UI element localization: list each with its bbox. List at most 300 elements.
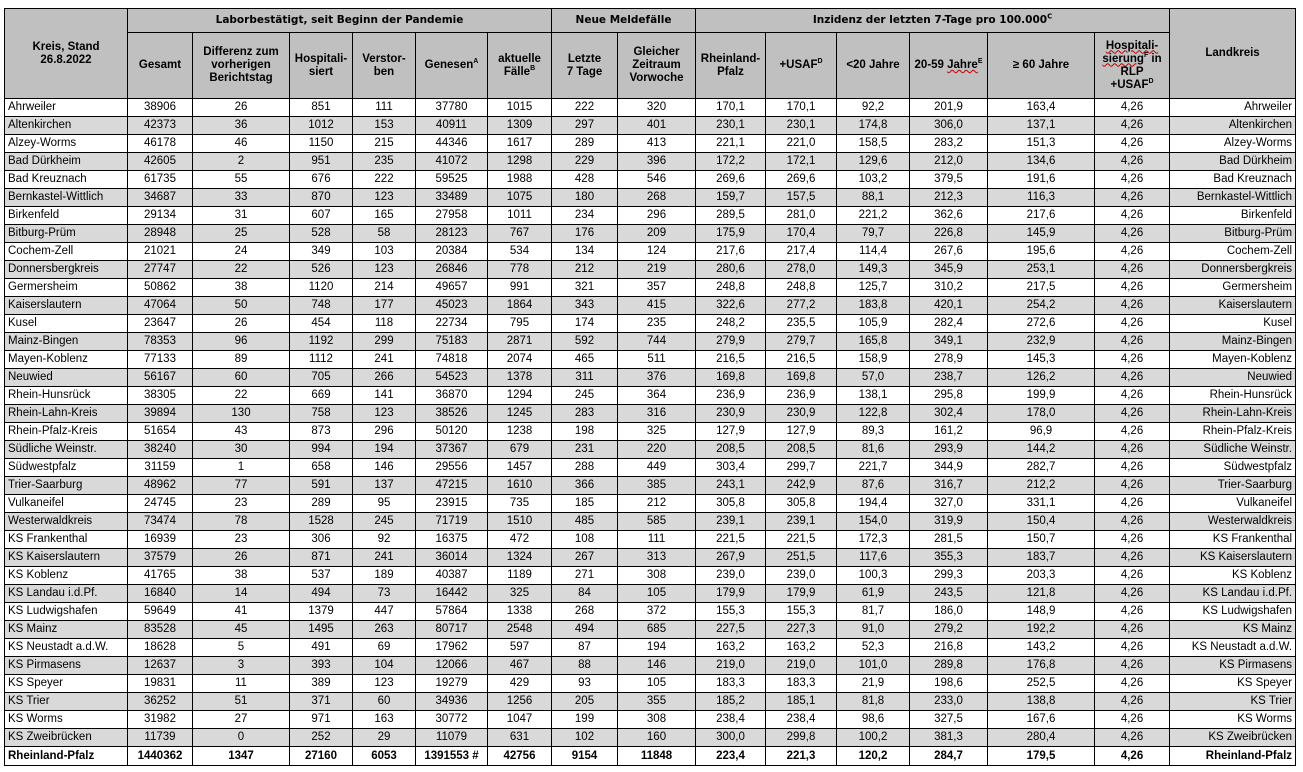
cell-inzidenz-rlp: 248,2 <box>696 315 766 333</box>
table-body <box>5 99 1296 766</box>
cell-hospitalisierung: 4,26 <box>1095 603 1170 621</box>
cell-inzidenz-unter-20: 79,7 <box>837 225 910 243</box>
cell-inzidenz-20-59: 186,0 <box>910 603 988 621</box>
cell-hospitalisierung: 4,26 <box>1095 207 1170 225</box>
cell-inzidenz-unter-20: 101,0 <box>837 657 910 675</box>
cell-kreis: Bernkastel-Wittlich <box>5 189 128 207</box>
cell-landkreis: Trier-Saarburg <box>1170 477 1296 495</box>
cell-inzidenz-unter-20: 158,5 <box>837 135 910 153</box>
cell-aktuelle-faelle: 1309 <box>488 117 552 135</box>
cell-gleicher-zeitraum: 111 <box>618 531 696 549</box>
table-row <box>5 333 1296 351</box>
cell-inzidenz-rlp: 221,1 <box>696 135 766 153</box>
cell-gleicher-zeitraum: 685 <box>618 621 696 639</box>
cell-aktuelle-faelle: 679 <box>488 441 552 459</box>
cell-aktuelle-faelle: 429 <box>488 675 552 693</box>
cell-kreis: Mainz-Bingen <box>5 333 128 351</box>
col-hospitalisierung: Hospitali- sierung$^F$ in RLP $+USAF^D$ <box>1095 33 1170 99</box>
cell-gesamt: 12637 <box>128 657 193 675</box>
cell-aktuelle-faelle: 534 <box>488 243 552 261</box>
cell-inzidenz-unter-20: 81,7 <box>837 603 910 621</box>
cell-kreis: Alzey-Worms <box>5 135 128 153</box>
cell-gleicher-zeitraum: 401 <box>618 117 696 135</box>
cell-inzidenz-rlp: 303,4 <box>696 459 766 477</box>
col-usaf: $+USAF^D$ <box>766 33 837 99</box>
cell-landkreis: Bernkastel-Wittlich <box>1170 189 1296 207</box>
cell-inzidenz-unter-20: 21,9 <box>837 675 910 693</box>
col-gleicher-zeitraum: Gleicher Zeitraum Vorwoche <box>618 33 696 99</box>
cell-letzte-7-tage: 245 <box>552 387 618 405</box>
cell-landkreis: KS Worms <box>1170 711 1296 729</box>
column-header-row <box>5 33 1296 99</box>
cell-verstorben: 222 <box>353 171 416 189</box>
cell-inzidenz-ab-60: 272,6 <box>988 315 1095 333</box>
cell-gesamt: 41765 <box>128 567 193 585</box>
cell-inzidenz-ab-60: 116,3 <box>988 189 1095 207</box>
cell-genesen: 47215 <box>416 477 488 495</box>
table-row <box>5 207 1296 225</box>
cell-genesen: 49657 <box>416 279 488 297</box>
cell-landkreis: KS Pirmasens <box>1170 657 1296 675</box>
cell-differenz: 26 <box>193 549 290 567</box>
cell-inzidenz-rlp: 172,2 <box>696 153 766 171</box>
cell-inzidenz-unter-20: 81,6 <box>837 441 910 459</box>
cell-letzte-7-tage: 366 <box>552 477 618 495</box>
cell-gesamt: 28948 <box>128 225 193 243</box>
cell-differenz: 24 <box>193 243 290 261</box>
cell-inzidenz-rlp: 239,0 <box>696 567 766 585</box>
cell-aktuelle-faelle: 1238 <box>488 423 552 441</box>
cell-aktuelle-faelle: 1011 <box>488 207 552 225</box>
cell-verstorben: 214 <box>353 279 416 297</box>
table-row <box>5 459 1296 477</box>
footnote-d: D <box>817 58 823 66</box>
cell-differenz: 26 <box>193 315 290 333</box>
cell-gleicher-zeitraum: 355 <box>618 693 696 711</box>
cell-inzidenz-usaf: 279,7 <box>766 333 837 351</box>
cell-inzidenz-ab-60: 150,7 <box>988 531 1095 549</box>
cell-letzte-7-tage: 87 <box>552 639 618 657</box>
cell-genesen: 19279 <box>416 675 488 693</box>
cell-hospitalisiert: 252 <box>290 729 353 747</box>
cell-inzidenz-20-59: 278,9 <box>910 351 988 369</box>
cell-verstorben: 241 <box>353 549 416 567</box>
cell-gleicher-zeitraum: 546 <box>618 171 696 189</box>
cell-inzidenz-rlp: 289,5 <box>696 207 766 225</box>
cell-letzte-7-tage: 108 <box>552 531 618 549</box>
cell-inzidenz-rlp: 239,1 <box>696 513 766 531</box>
cell-inzidenz-usaf: 238,4 <box>766 711 837 729</box>
cell-letzte-7-tage: 288 <box>552 459 618 477</box>
cell-genesen: 23915 <box>416 495 488 513</box>
cell-letzte-7-tage: 199 <box>552 711 618 729</box>
cell-inzidenz-unter-20: 165,8 <box>837 333 910 351</box>
cell-inzidenz-20-59: 306,0 <box>910 117 988 135</box>
cell-inzidenz-20-59: 293,9 <box>910 441 988 459</box>
cell-landkreis: KS Ludwigshafen <box>1170 603 1296 621</box>
cell-verstorben: 103 <box>353 243 416 261</box>
cell-hospitalisiert: 491 <box>290 639 353 657</box>
cell-landkreis: Westerwaldkreis <box>1170 513 1296 531</box>
cell-gleicher-zeitraum: 105 <box>618 585 696 603</box>
cell-kreis: Cochem-Zell <box>5 243 128 261</box>
cell-letzte-7-tage: 222 <box>552 99 618 117</box>
cell-gesamt: 48962 <box>128 477 193 495</box>
cell-inzidenz-ab-60: 254,2 <box>988 297 1095 315</box>
cell-inzidenz-ab-60: 212,2 <box>988 477 1095 495</box>
cell-inzidenz-ab-60: 151,3 <box>988 135 1095 153</box>
cell-differenz: 36 <box>193 117 290 135</box>
cell-landkreis: Mainz-Bingen <box>1170 333 1296 351</box>
cell-inzidenz-unter-20: 89,3 <box>837 423 910 441</box>
cell-hospitalisiert: 494 <box>290 585 353 603</box>
cell-gleicher-zeitraum: 320 <box>618 99 696 117</box>
cell-aktuelle-faelle: 597 <box>488 639 552 657</box>
cell-kreis: KS Frankenthal <box>5 531 128 549</box>
cell-landkreis: KS Frankenthal <box>1170 531 1296 549</box>
cell-verstorben: 146 <box>353 459 416 477</box>
cell-gesamt: 31982 <box>128 711 193 729</box>
cell-letzte-7-tage: 205 <box>552 693 618 711</box>
cell-inzidenz-20-59: 295,8 <box>910 387 988 405</box>
cell-inzidenz-unter-20: 125,7 <box>837 279 910 297</box>
cell-letzte-7-tage: 485 <box>552 513 618 531</box>
cell-verstorben: 58 <box>353 225 416 243</box>
cell-landkreis: Bitburg-Prüm <box>1170 225 1296 243</box>
cell-inzidenz-rlp: 280,6 <box>696 261 766 279</box>
cell-gleicher-zeitraum: 268 <box>618 189 696 207</box>
cell-genesen: 80717 <box>416 621 488 639</box>
cell-letzte-7-tage: 134 <box>552 243 618 261</box>
cell-hospitalisierung: 4,26 <box>1095 333 1170 351</box>
cell-hospitalisiert: 528 <box>290 225 353 243</box>
cell-gleicher-zeitraum: 364 <box>618 387 696 405</box>
cell-genesen: 26846 <box>416 261 488 279</box>
table-row <box>5 135 1296 153</box>
cell-gesamt: 38906 <box>128 99 193 117</box>
cell-genesen: 29556 <box>416 459 488 477</box>
cell-gesamt: 51654 <box>128 423 193 441</box>
cell-hospitalisiert: 705 <box>290 369 353 387</box>
cell-genesen: 34936 <box>416 693 488 711</box>
cell-inzidenz-usaf: 221,5 <box>766 531 837 549</box>
cell-hospitalisierung: 4,26 <box>1095 261 1170 279</box>
cell-hospitalisierung: 4,26 <box>1095 729 1170 747</box>
cell-gesamt: 38240 <box>128 441 193 459</box>
cell-differenz: 77 <box>193 477 290 495</box>
group-header-neue: Neue Meldefälle <box>552 9 696 33</box>
cell-gleicher-zeitraum: 160 <box>618 729 696 747</box>
kreis-header-line1: Kreis, Stand <box>32 40 100 53</box>
cell-hospitalisierung: 4,26 <box>1095 459 1170 477</box>
cell-inzidenz-ab-60: 183,7 <box>988 549 1095 567</box>
cell-genesen: 37780 <box>416 99 488 117</box>
cell-genesen: 41072 <box>416 153 488 171</box>
cell-inzidenz-ab-60: 192,2 <box>988 621 1095 639</box>
cell-differenz: 23 <box>193 495 290 513</box>
cell-inzidenz-rlp: 322,6 <box>696 297 766 315</box>
cell-verstorben: 123 <box>353 189 416 207</box>
cell-inzidenz-ab-60: 179,5 <box>988 747 1095 766</box>
cell-inzidenz-rlp: 185,2 <box>696 693 766 711</box>
cell-hospitalisierung: 4,26 <box>1095 189 1170 207</box>
cell-verstorben: 118 <box>353 315 416 333</box>
cell-kreis: Westerwaldkreis <box>5 513 128 531</box>
cell-gesamt: 78353 <box>128 333 193 351</box>
cell-differenz: 130 <box>193 405 290 423</box>
group-header-row <box>5 9 1296 33</box>
cell-verstorben: 266 <box>353 369 416 387</box>
cell-inzidenz-20-59: 420,1 <box>910 297 988 315</box>
cell-inzidenz-20-59: 362,6 <box>910 207 988 225</box>
cell-hospitalisiert: 526 <box>290 261 353 279</box>
cell-verstorben: 137 <box>353 477 416 495</box>
cell-gesamt: 42373 <box>128 117 193 135</box>
cell-inzidenz-unter-20: 138,1 <box>837 387 910 405</box>
table-row <box>5 297 1296 315</box>
cell-kreis: KS Trier <box>5 693 128 711</box>
cell-hospitalisiert: 537 <box>290 567 353 585</box>
cell-landkreis: KS Neustadt a.d.W. <box>1170 639 1296 657</box>
cell-gesamt: 46178 <box>128 135 193 153</box>
cell-hospitalisiert: 349 <box>290 243 353 261</box>
col-20-59: 20-59 Jahre$^E$ <box>910 33 988 99</box>
cell-inzidenz-rlp: 170,1 <box>696 99 766 117</box>
cell-inzidenz-unter-20: 158,9 <box>837 351 910 369</box>
cell-verstorben: 194 <box>353 441 416 459</box>
table-row <box>5 171 1296 189</box>
cell-gesamt: 16939 <box>128 531 193 549</box>
cell-inzidenz-usaf: 277,2 <box>766 297 837 315</box>
cell-landkreis: Rhein-Pfalz-Kreis <box>1170 423 1296 441</box>
cell-inzidenz-usaf: 127,9 <box>766 423 837 441</box>
table-row <box>5 495 1296 513</box>
cell-genesen: 54523 <box>416 369 488 387</box>
cell-inzidenz-ab-60: 163,4 <box>988 99 1095 117</box>
cell-gesamt: 56167 <box>128 369 193 387</box>
table-row <box>5 531 1296 549</box>
cell-hospitalisierung: 4,26 <box>1095 369 1170 387</box>
cell-landkreis: Kaiserslautern <box>1170 297 1296 315</box>
cell-genesen: 40911 <box>416 117 488 135</box>
cell-differenz: 55 <box>193 171 290 189</box>
table-row <box>5 711 1296 729</box>
cell-gesamt: 16840 <box>128 585 193 603</box>
cell-inzidenz-ab-60: 145,9 <box>988 225 1095 243</box>
cell-genesen: 50120 <box>416 423 488 441</box>
cell-aktuelle-faelle: 325 <box>488 585 552 603</box>
cell-landkreis: Donnersbergkreis <box>1170 261 1296 279</box>
cell-gesamt: 1440362 <box>128 747 193 766</box>
cell-inzidenz-usaf: 305,8 <box>766 495 837 513</box>
cell-gesamt: 50862 <box>128 279 193 297</box>
table-row <box>5 279 1296 297</box>
cell-verstorben: 241 <box>353 351 416 369</box>
cell-letzte-7-tage: 176 <box>552 225 618 243</box>
table-row <box>5 243 1296 261</box>
covid-statistics-table <box>4 8 1296 766</box>
table-row <box>5 657 1296 675</box>
cell-letzte-7-tage: 283 <box>552 405 618 423</box>
cell-kreis: Donnersbergkreis <box>5 261 128 279</box>
cell-kreis: Neuwied <box>5 369 128 387</box>
table-row <box>5 729 1296 747</box>
table-row <box>5 621 1296 639</box>
cell-inzidenz-unter-20: 194,4 <box>837 495 910 513</box>
cell-kreis: Rhein-Lahn-Kreis <box>5 405 128 423</box>
cell-letzte-7-tage: 297 <box>552 117 618 135</box>
cell-inzidenz-ab-60: 134,6 <box>988 153 1095 171</box>
table-row <box>5 99 1296 117</box>
cell-kreis: KS Neustadt a.d.W. <box>5 639 128 657</box>
cell-landkreis: KS Kaiserslautern <box>1170 549 1296 567</box>
cell-inzidenz-20-59: 345,9 <box>910 261 988 279</box>
cell-genesen: 45023 <box>416 297 488 315</box>
cell-inzidenz-20-59: 201,9 <box>910 99 988 117</box>
cell-inzidenz-unter-20: 91,0 <box>837 621 910 639</box>
cell-inzidenz-usaf: 219,0 <box>766 657 837 675</box>
cell-hospitalisierung: 4,26 <box>1095 153 1170 171</box>
cell-inzidenz-unter-20: 129,6 <box>837 153 910 171</box>
cell-differenz: 26 <box>193 99 290 117</box>
col-rheinland-pfalz: Rheinland- Pfalz <box>696 33 766 99</box>
cell-inzidenz-ab-60: 203,3 <box>988 567 1095 585</box>
cell-hospitalisierung: 4,26 <box>1095 99 1170 117</box>
cell-genesen: 16442 <box>416 585 488 603</box>
cell-inzidenz-usaf: 227,3 <box>766 621 837 639</box>
cell-genesen: 12066 <box>416 657 488 675</box>
cell-aktuelle-faelle: 1510 <box>488 513 552 531</box>
cell-letzte-7-tage: 494 <box>552 621 618 639</box>
cell-gleicher-zeitraum: 105 <box>618 675 696 693</box>
cell-hospitalisierung: 4,26 <box>1095 531 1170 549</box>
cell-gleicher-zeitraum: 325 <box>618 423 696 441</box>
cell-gleicher-zeitraum: 146 <box>618 657 696 675</box>
cell-landkreis: Kusel <box>1170 315 1296 333</box>
cell-inzidenz-usaf: 170,4 <box>766 225 837 243</box>
table-row <box>5 351 1296 369</box>
cell-kreis: KS Worms <box>5 711 128 729</box>
cell-inzidenz-rlp: 230,9 <box>696 405 766 423</box>
col-hospitalisiert: Hospitali- siert <box>290 33 353 99</box>
cell-hospitalisierung: 4,26 <box>1095 549 1170 567</box>
cell-aktuelle-faelle: 1324 <box>488 549 552 567</box>
cell-gleicher-zeitraum: 313 <box>618 549 696 567</box>
cell-verstorben: 447 <box>353 603 416 621</box>
cell-inzidenz-ab-60: 137,1 <box>988 117 1095 135</box>
cell-hospitalisierung: 4,26 <box>1095 495 1170 513</box>
cell-inzidenz-ab-60: 126,2 <box>988 369 1095 387</box>
cell-differenz: 1347 <box>193 747 290 766</box>
cell-inzidenz-ab-60: 167,6 <box>988 711 1095 729</box>
cell-inzidenz-20-59: 319,9 <box>910 513 988 531</box>
cell-verstorben: 69 <box>353 639 416 657</box>
cell-hospitalisierung: 4,26 <box>1095 477 1170 495</box>
table-row <box>5 639 1296 657</box>
kreis-header <box>5 9 128 99</box>
cell-gleicher-zeitraum: 585 <box>618 513 696 531</box>
cell-genesen: 59525 <box>416 171 488 189</box>
cell-kreis: Mayen-Koblenz <box>5 351 128 369</box>
cell-hospitalisiert: 1528 <box>290 513 353 531</box>
cell-verstorben: 215 <box>353 135 416 153</box>
cell-inzidenz-20-59: 233,0 <box>910 693 988 711</box>
cell-inzidenz-rlp: 159,7 <box>696 189 766 207</box>
cell-gleicher-zeitraum: 376 <box>618 369 696 387</box>
cell-gleicher-zeitraum: 413 <box>618 135 696 153</box>
cell-inzidenz-ab-60: 144,2 <box>988 441 1095 459</box>
cell-inzidenz-rlp: 219,0 <box>696 657 766 675</box>
cell-inzidenz-20-59: 243,5 <box>910 585 988 603</box>
cell-inzidenz-rlp: 230,1 <box>696 117 766 135</box>
cell-gleicher-zeitraum: 372 <box>618 603 696 621</box>
cell-landkreis: Cochem-Zell <box>1170 243 1296 261</box>
cell-differenz: 27 <box>193 711 290 729</box>
group-header-labor: Laborbestätigt, seit Beginn der Pandemie <box>128 9 552 33</box>
cell-letzte-7-tage: 321 <box>552 279 618 297</box>
cell-genesen: 36870 <box>416 387 488 405</box>
cell-hospitalisierung: 4,26 <box>1095 513 1170 531</box>
cell-verstorben: 111 <box>353 99 416 117</box>
cell-verstorben: 235 <box>353 153 416 171</box>
cell-inzidenz-rlp: 269,6 <box>696 171 766 189</box>
cell-inzidenz-usaf: 157,5 <box>766 189 837 207</box>
cell-inzidenz-usaf: 179,9 <box>766 585 837 603</box>
cell-gleicher-zeitraum: 744 <box>618 333 696 351</box>
cell-differenz: 2 <box>193 153 290 171</box>
cell-landkreis: Ahrweiler <box>1170 99 1296 117</box>
table-row <box>5 423 1296 441</box>
cell-differenz: 50 <box>193 297 290 315</box>
cell-inzidenz-rlp: 227,5 <box>696 621 766 639</box>
cell-gesamt: 29134 <box>128 207 193 225</box>
cell-verstorben: 104 <box>353 657 416 675</box>
table-row <box>5 513 1296 531</box>
cell-hospitalisierung: 4,26 <box>1095 135 1170 153</box>
cell-gesamt: 31159 <box>128 459 193 477</box>
cell-differenz: 60 <box>193 369 290 387</box>
cell-gesamt: 34687 <box>128 189 193 207</box>
cell-differenz: 51 <box>193 693 290 711</box>
cell-aktuelle-faelle: 991 <box>488 279 552 297</box>
cell-differenz: 89 <box>193 351 290 369</box>
cell-differenz: 33 <box>193 189 290 207</box>
cell-differenz: 5 <box>193 639 290 657</box>
cell-hospitalisierung: 4,26 <box>1095 639 1170 657</box>
cell-inzidenz-usaf: 236,9 <box>766 387 837 405</box>
cell-aktuelle-faelle: 778 <box>488 261 552 279</box>
cell-gleicher-zeitraum: 511 <box>618 351 696 369</box>
cell-differenz: 22 <box>193 261 290 279</box>
cell-inzidenz-usaf: 172,1 <box>766 153 837 171</box>
cell-letzte-7-tage: 88 <box>552 657 618 675</box>
cell-aktuelle-faelle: 1245 <box>488 405 552 423</box>
cell-inzidenz-usaf: 230,1 <box>766 117 837 135</box>
cell-inzidenz-ab-60: 178,0 <box>988 405 1095 423</box>
cell-kreis: Bad Dürkheim <box>5 153 128 171</box>
cell-letzte-7-tage: 9154 <box>552 747 618 766</box>
cell-gleicher-zeitraum: 308 <box>618 711 696 729</box>
cell-landkreis: Bad Dürkheim <box>1170 153 1296 171</box>
cell-hospitalisierung: 4,26 <box>1095 621 1170 639</box>
cell-differenz: 14 <box>193 585 290 603</box>
table-row <box>5 585 1296 603</box>
cell-inzidenz-rlp: 305,8 <box>696 495 766 513</box>
cell-kreis: Birkenfeld <box>5 207 128 225</box>
cell-kreis: KS Ludwigshafen <box>5 603 128 621</box>
cell-inzidenz-rlp: 248,8 <box>696 279 766 297</box>
cell-hospitalisierung: 4,26 <box>1095 441 1170 459</box>
